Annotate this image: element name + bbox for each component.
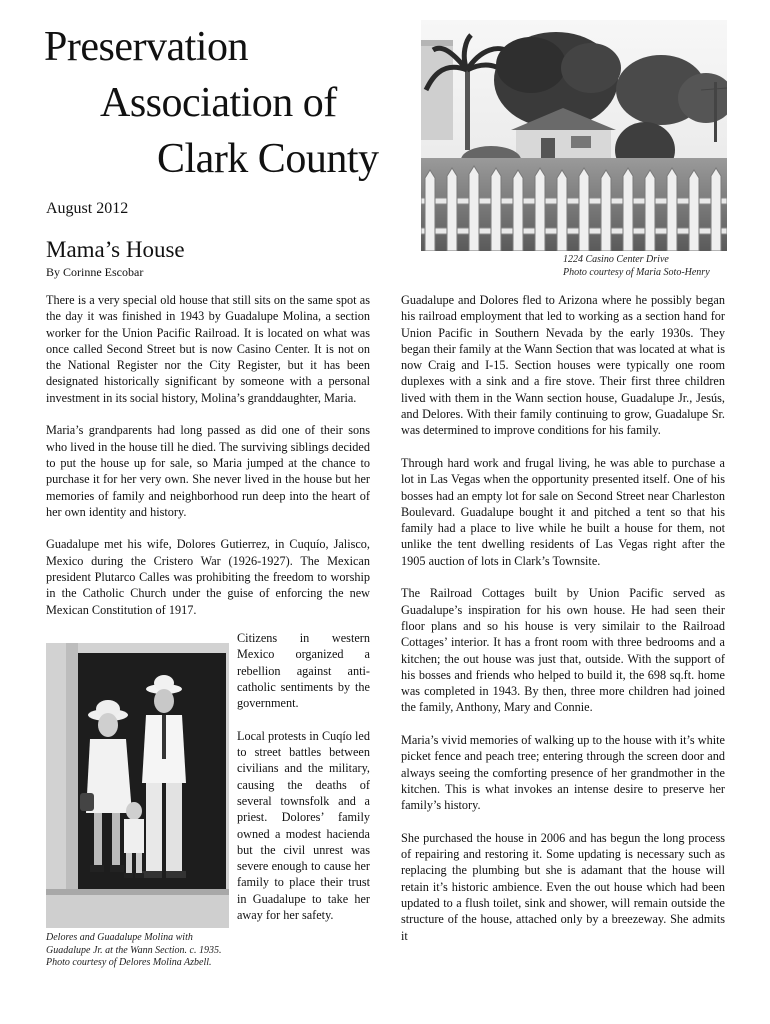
article-paragraph: Guadalupe and Dolores fled to Arizona where he possibly began his railroad employment that led to working as a section hand for Union Pacific in Southern Nevada by the early 1930s. They began their family at the Wann Section that was located at what is now Craig and I-15. Section houses were typically one room duplexes with a sink and a fire stove. Their first three children lived with them in the Wann section house, Guadalupe Jr., Jesús, and Delores. With their family continuing to grow, Guadalupe Sr. was determined to improve conditions for his family. bbox=[401, 293, 725, 438]
family-photo-caption: Delores and Guadalupe Molina with Guadalupe Jr. at the Wann Section. c. 1935. Photo courtesy of Delores Molina Azbell. bbox=[46, 932, 222, 968]
article-paragraph: Citizens in western Mexico organized a rebellion against anti-catholic sentiments by the government. bbox=[237, 631, 370, 711]
article-paragraph: Guadalupe met his wife, Dolores Gutierrez, in Cuquío, Jalisco, Mexico during the Cristero War (1926-1927). The Mexican president Plutarco Calles was prohibiting the freedom to worship in the Catholic Church under the guise of enforcing the new Mexican Constitution of 1917. bbox=[46, 537, 370, 617]
article-right-column bbox=[401, 292, 725, 960]
house-caption-address: 1224 Casino Center Drive bbox=[563, 254, 669, 265]
house-photo-caption bbox=[563, 254, 763, 279]
article-narrow-column bbox=[237, 630, 370, 940]
masthead-line-3: Clark County bbox=[157, 136, 379, 182]
article-paragraph: Local protests in Cuqío led to street battles between civilians and the military, causing the deaths of several townsfolk and a priest. Dolores’ family owned a modest hacienda but the civil unrest was severe enough to cause her family to place their trust in Guadalupe to take her away for her safety. bbox=[237, 728, 370, 923]
article-paragraph: There is a very special old house that still sits on the same spot as the day it was finished in 1943 by Guadalupe Molina, a section worker for the Union Pacific Railroad. It is located on what was once called Second Street but is now Casino Center. It is not on the National Register nor the City Register, but it has been designated historically significant by someone with a personal investment in its social history, Molina’s granddaughter, Maria. bbox=[46, 293, 370, 405]
family-photo bbox=[46, 643, 229, 928]
house-photo bbox=[421, 20, 727, 251]
article-byline: By Corinne Escobar bbox=[46, 265, 144, 279]
issue-date: August 2012 bbox=[46, 200, 129, 217]
article-left-column bbox=[46, 292, 370, 634]
article-headline: Mama’s House bbox=[46, 237, 185, 262]
article-paragraph: Maria’s vivid memories of walking up to the house with it’s white picket fence and peach tree; entering through the screen door and always seeing the comforting presence of her grandmother in the kitchen. This is what invokes an intense desire to preserve her family’s history. bbox=[401, 733, 725, 813]
article-paragraph: She purchased the house in 2006 and has begun the long process of repairing and restoring it. Some updating is necessary such as replacing the plumbing but she is adamant that the house will retain it’s historic ambience. Even the out house which had been updated to a flush toilet, sink and shower, will remain outside the structure of the house, attached only by a breezeway. She admits it bbox=[401, 830, 725, 943]
article-paragraph: Maria’s grandparents had long passed as did one of their sons who lived in the house till he died. The surviving siblings decided to put the house up for sale, so Maria jumped at the chance to purchase it for her very own. She never lived in the house but her memories of family and neighborhood run deep into the heart of her own identity and history. bbox=[46, 423, 370, 519]
masthead-line-1: Preservation bbox=[44, 24, 248, 70]
masthead-line-2: Association of bbox=[100, 80, 337, 126]
article-paragraph: Through hard work and frugal living, he was able to purchase a lot in Las Vegas when the opportunity presented itself. One of his bosses had an empty lot for sale on Second Street near Charleston Boulevard. Guadalupe bought it and pitched a tent so that his family had a place to live while he built a house for them, not unlike the tent dwelling residents of Las Vegas right after the 1905 auction of lots in Clark’s Townsite. bbox=[401, 455, 725, 568]
house-caption-credit: Photo courtesy of Maria Soto-Henry bbox=[563, 266, 710, 278]
article-paragraph: The Railroad Cottages built by Union Pacific served as Guadalupe’s inspiration for his own house. He had seen their floor plans and so his house is very similair to the Railroad Cottages’ interior. It has a front room with three bedrooms and a kitchen; the out house was just that, outside. With the support of his bosses and friends who helped to build it, the 698 sq.ft. home was completed in 1943. By then, three more children had joined the family, Anthony, Mary and Connie. bbox=[401, 586, 725, 715]
